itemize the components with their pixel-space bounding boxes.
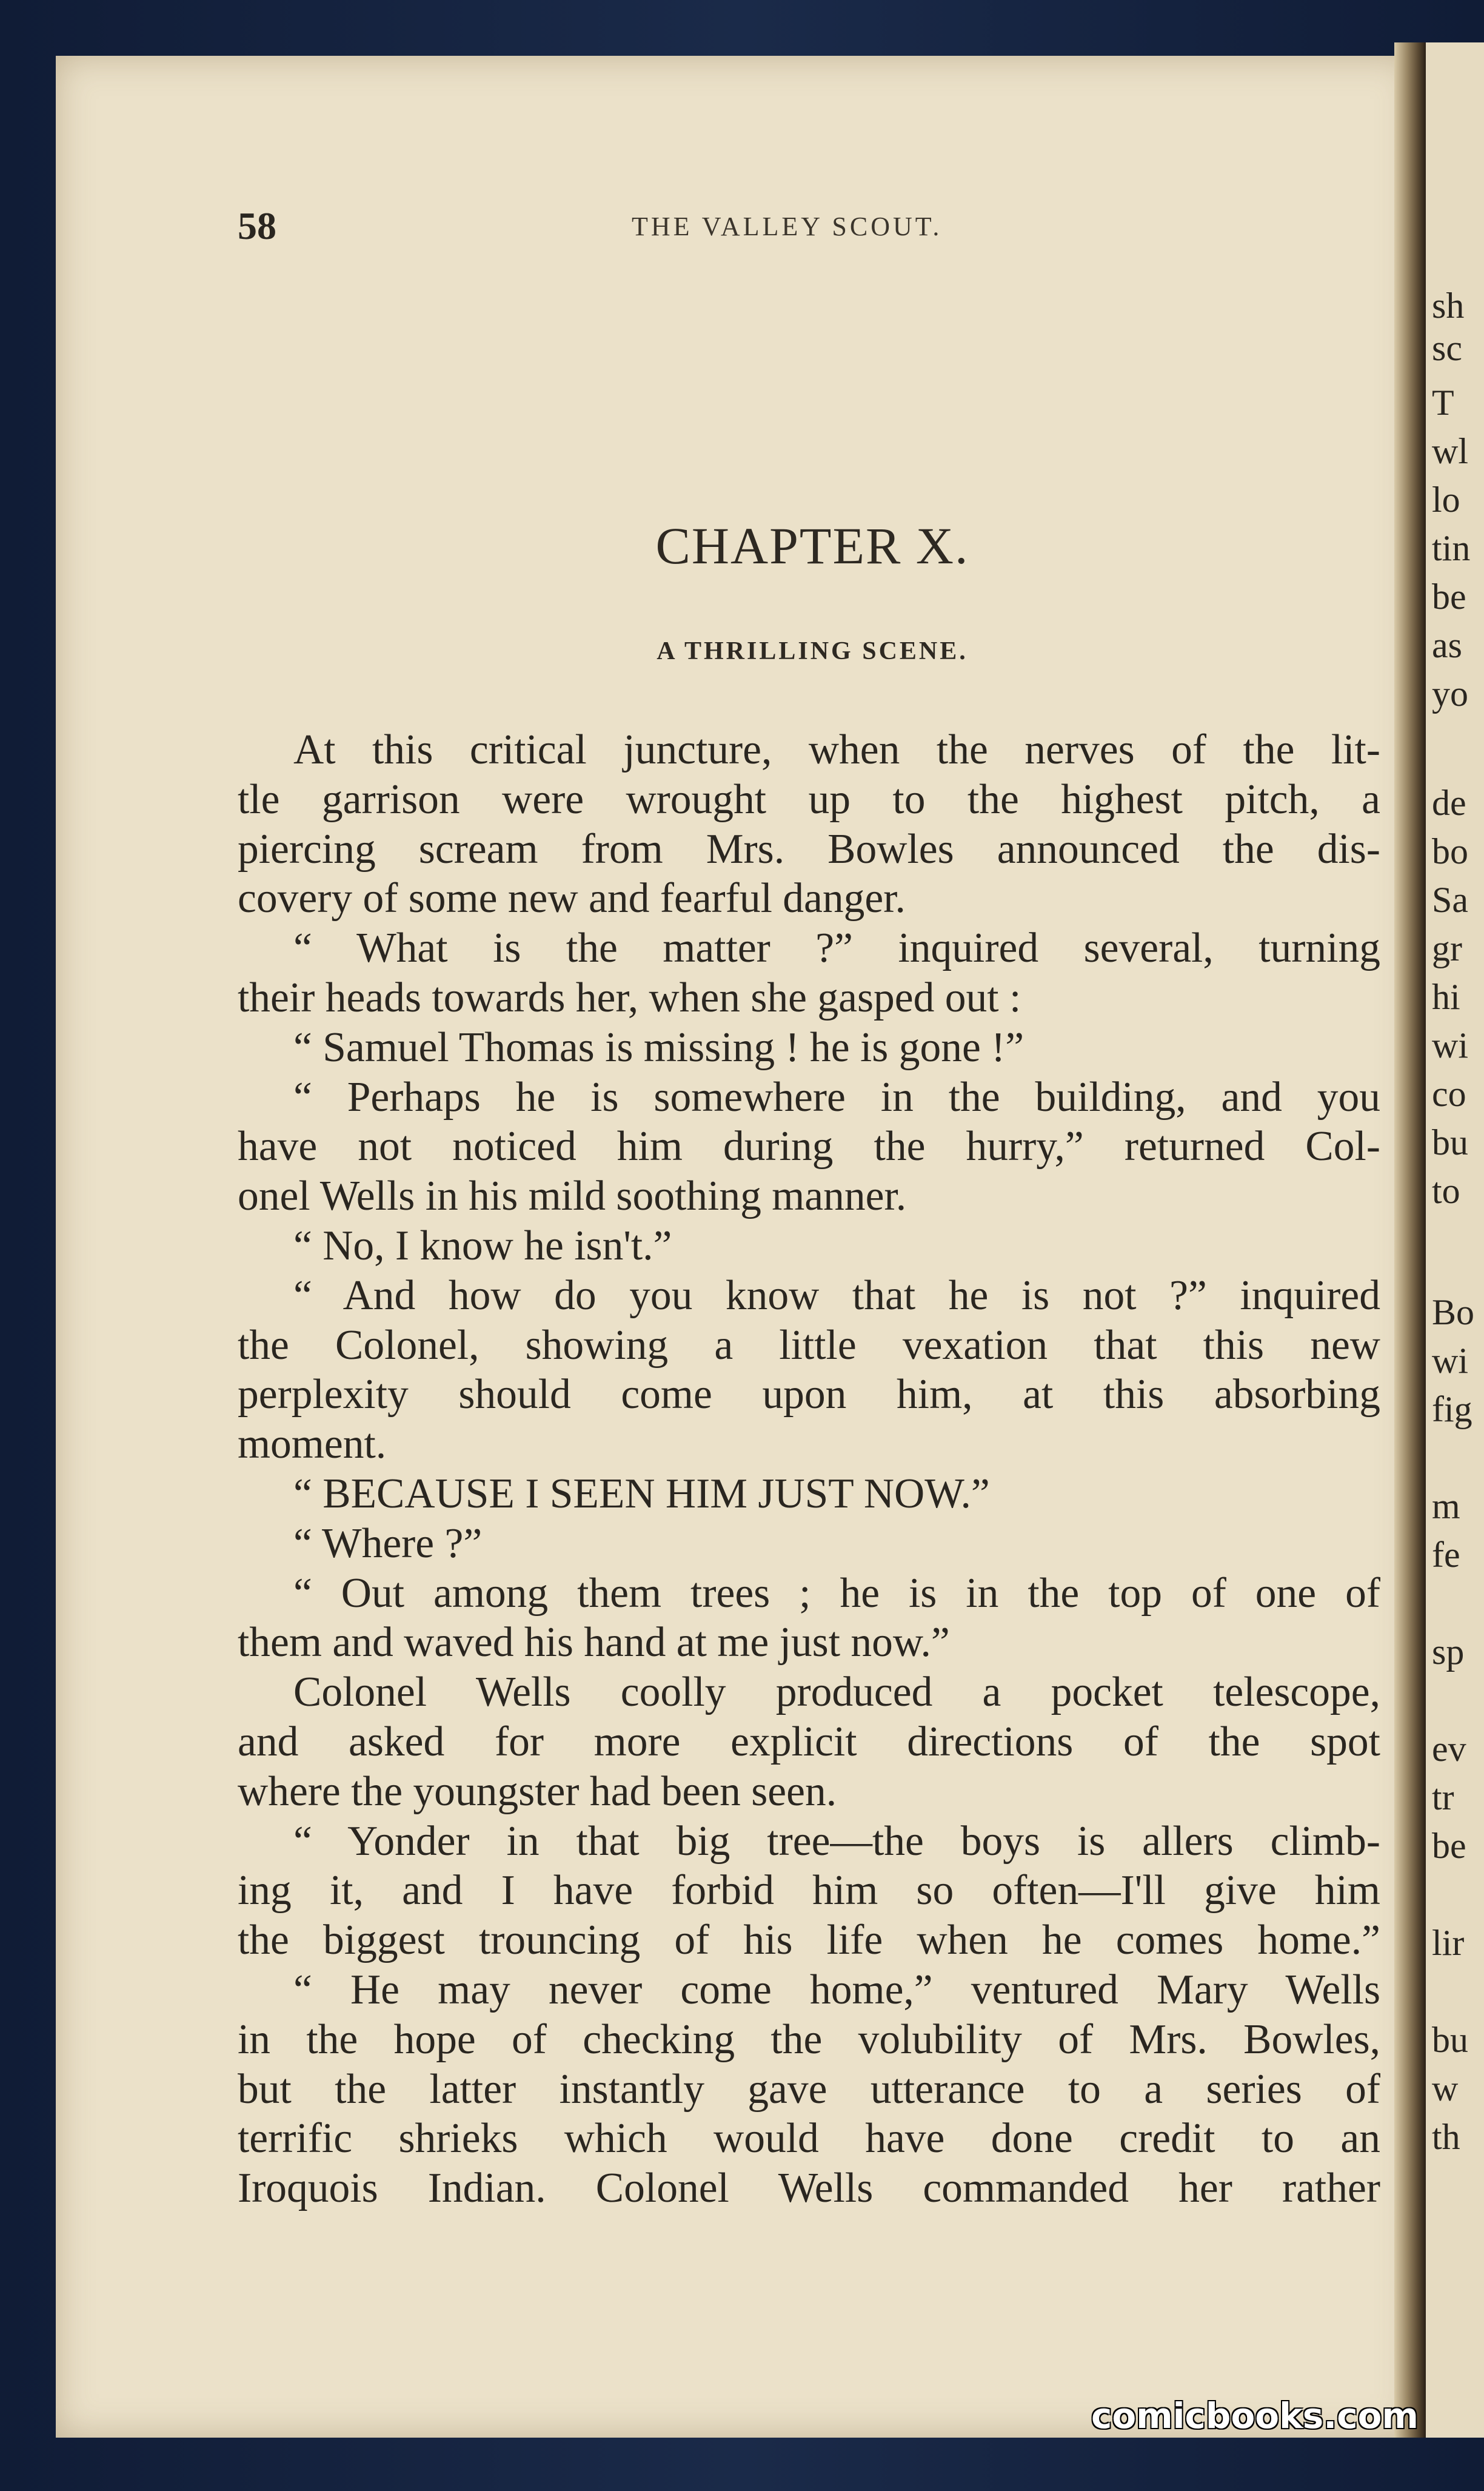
text-line: Iroquois Indian. Colonel Wells commanded her rather — [238, 2165, 1380, 2212]
chapter-body-text — [238, 725, 1380, 2213]
facing-page-text-fragment: T — [1432, 383, 1454, 423]
text-line: “ He may never come home,” ventured Mary Wells — [293, 1966, 1380, 2013]
text-line: onel Wells in his mild soothing manner. — [238, 1173, 907, 1220]
facing-page-text-fragment: gr — [1432, 928, 1462, 968]
text-line: them and waved his hand at me just now.” — [238, 1619, 950, 1666]
facing-page-text-fragment: wi — [1432, 1341, 1468, 1381]
page-number: 58 — [238, 204, 276, 247]
facing-page-text-fragment: lo — [1432, 480, 1460, 520]
text-line: but the latter instantly gave utterance to a series of — [238, 2065, 1380, 2113]
text-line: “ Where ?” — [293, 1520, 483, 1567]
facing-page-text-fragment: sc — [1432, 328, 1462, 368]
facing-page-text-fragment: th — [1432, 2117, 1460, 2157]
text-line: and asked for more explicit directions of the spot — [238, 1718, 1380, 1765]
book-gutter — [1394, 42, 1426, 2438]
text-line: ing it, and I have forbid him so often—I'll give him — [238, 1867, 1380, 1914]
facing-page-text-fragment: tr — [1432, 1777, 1454, 1817]
text-line: the Colonel, showing a little vexation that this new — [238, 1321, 1380, 1369]
text-line: moment. — [238, 1421, 387, 1468]
facing-page-text-fragment: hi — [1432, 977, 1460, 1017]
facing-page-text-fragment: Bo — [1432, 1292, 1475, 1332]
text-line: “ What is the matter ?” inquired several, turning — [293, 925, 1380, 972]
text-line: “ And how do you know that he is not ?” inquired — [293, 1272, 1380, 1319]
facing-page-text-fragment: yo — [1432, 674, 1468, 714]
facing-page-text-fragment: w — [1432, 2068, 1459, 2108]
text-line: “ Yonder in that big tree—the boys is allers climb- — [293, 1817, 1380, 1865]
text-line: “ Samuel Thomas is missing ! he is gone !” — [293, 1024, 1024, 1071]
text-line: “ Out among them trees ; he is in the top of one of — [293, 1569, 1380, 1617]
text-line: “ Perhaps he is somewhere in the building, and you — [293, 1073, 1380, 1121]
site-watermark: comicbooks.com — [1091, 2395, 1419, 2436]
text-line: perplexity should come upon him, at this absorbing — [238, 1371, 1380, 1418]
text-line: “ BECAUSE I SEEN HIM JUST NOW.” — [293, 1470, 990, 1517]
text-line: tle garrison were wrought up to the highest pitch, a — [238, 776, 1380, 823]
facing-page-text-fragment: wl — [1432, 431, 1468, 471]
facing-page-text-fragment: sp — [1432, 1632, 1465, 1672]
facing-page-text-fragment: sh — [1432, 286, 1465, 326]
facing-page-text-fragment: co — [1432, 1074, 1466, 1114]
facing-page-text-fragment: bu — [1432, 1122, 1468, 1162]
facing-page-text-fragment: be — [1432, 1826, 1466, 1866]
facing-page-text-fragment: fe — [1432, 1535, 1460, 1575]
chapter-subtitle: A THRILLING SCENE. — [657, 637, 968, 665]
text-line: terrific shrieks which would have done credit to an — [238, 2115, 1380, 2162]
text-line: covery of some new and fearful danger. — [238, 875, 906, 922]
facing-page-text-fragment: to — [1432, 1171, 1460, 1211]
facing-page-text-fragment: be — [1432, 577, 1466, 617]
facing-page-text-fragment: m — [1432, 1486, 1460, 1526]
text-line: Colonel Wells coolly produced a pocket telescope, — [293, 1669, 1380, 1716]
facing-page-text-fragment: as — [1432, 625, 1462, 665]
running-head: THE VALLEY SCOUT. — [632, 212, 943, 241]
facing-page-text-fragment: bu — [1432, 2020, 1468, 2060]
text-line: At this critical juncture, when the nerves of the lit- — [293, 726, 1380, 773]
text-line: the biggest trouncing of his life when he comes home.” — [238, 1917, 1380, 1964]
facing-page-edge — [1426, 42, 1484, 2438]
facing-page-text-fragment: de — [1432, 783, 1466, 823]
text-line: their heads towards her, when she gasped out : — [238, 974, 1021, 1021]
text-line: where the youngster had been seen. — [238, 1768, 837, 1815]
facing-page-text-fragment: Sa — [1432, 880, 1468, 920]
text-line: have not noticed him during the hurry,” returned Col- — [238, 1123, 1380, 1170]
chapter-title: CHAPTER X. — [655, 517, 969, 575]
facing-page-text-fragment: fig — [1432, 1389, 1472, 1429]
facing-page-text-fragment: lir — [1432, 1923, 1465, 1963]
facing-page-text-fragment: bo — [1432, 831, 1468, 871]
facing-page-text-fragment: ev — [1432, 1729, 1466, 1769]
text-line: “ No, I know he isn't.” — [293, 1222, 672, 1269]
text-line: in the hope of checking the volubility of Mrs. Bowles, — [238, 2016, 1380, 2063]
text-line: piercing scream from Mrs. Bowles announced the dis- — [238, 825, 1380, 873]
facing-page-text-fragment: tin — [1432, 528, 1471, 568]
page-header — [238, 204, 1389, 258]
facing-page-text-fragment: wi — [1432, 1025, 1468, 1065]
